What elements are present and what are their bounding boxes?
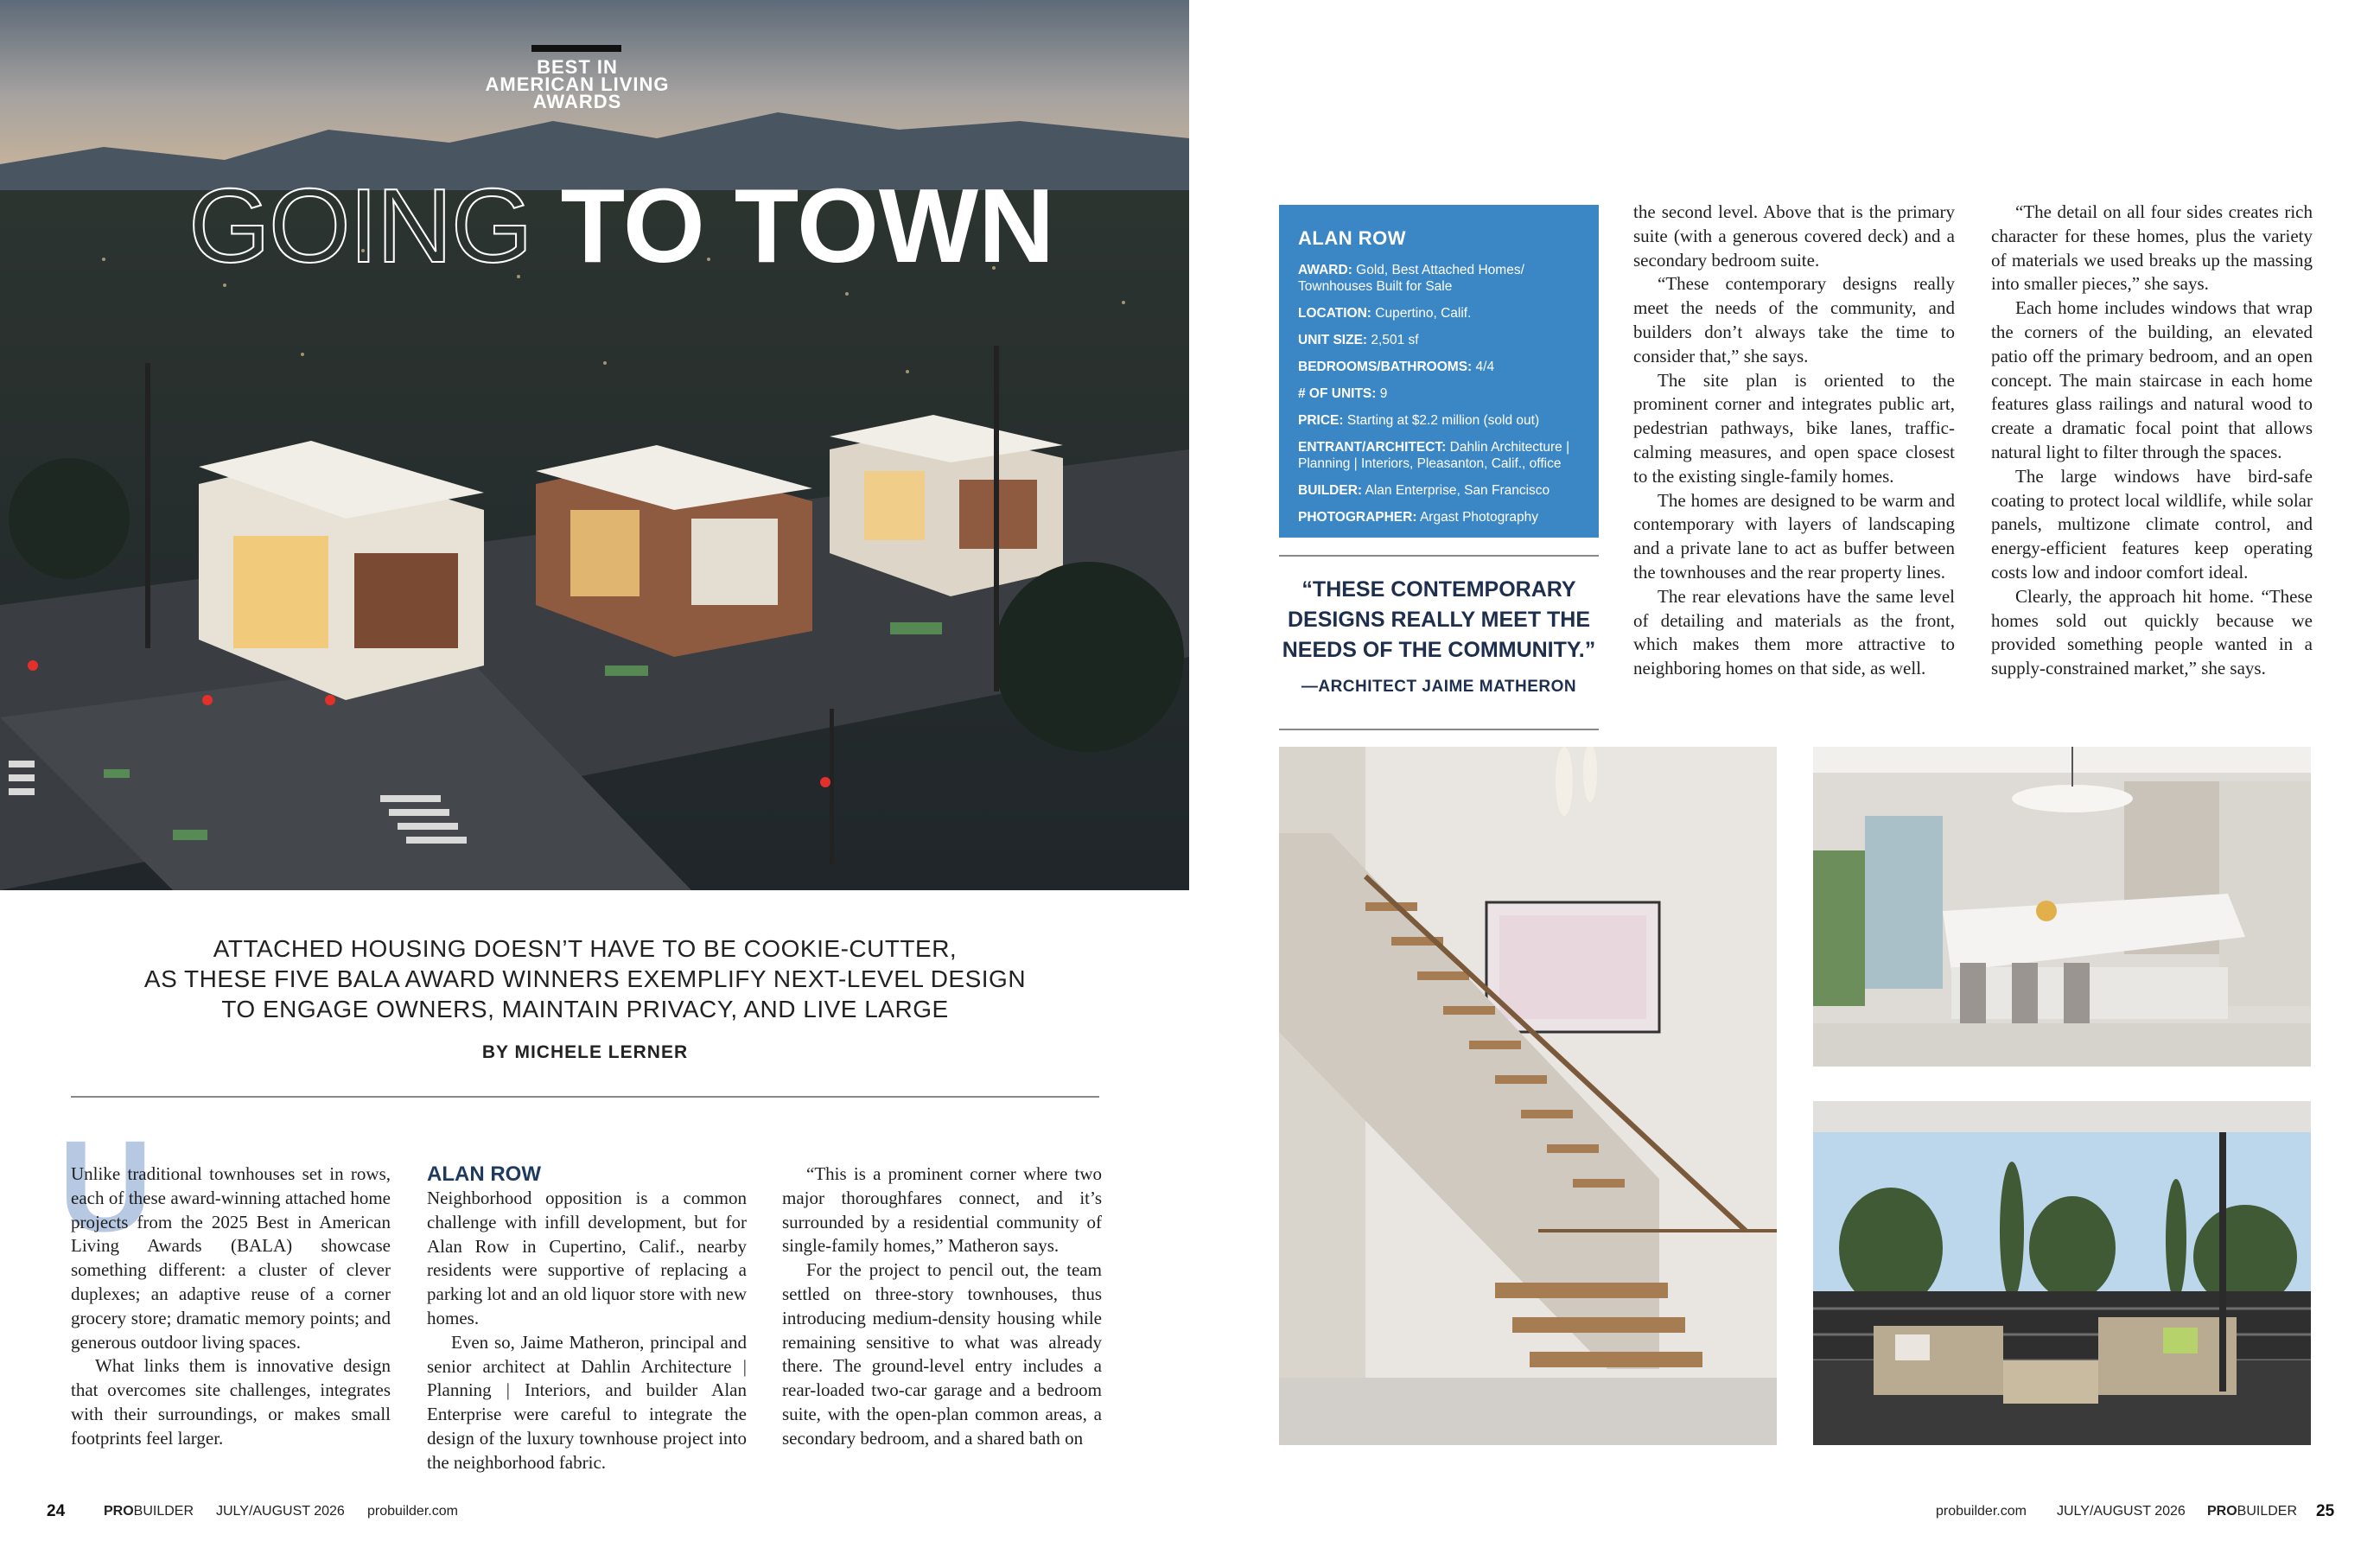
- col5-paragraph-4: Clearly, the approach hit home. “These homes sold out quickly because we provided something people wanted in a supply-constrained market,” she says.: [1991, 585, 2313, 679]
- col1-paragraph-2: What links them is innovative design that overcomes site challenges, integrates with their surroundings, or makes small footprints feel larger.: [71, 1355, 391, 1449]
- deck-line-2: AS THESE FIVE BALA AWARD WINNERS EXEMPLIFY NEXT-LEVEL DESIGN: [143, 965, 1027, 992]
- pullquote: [1279, 575, 1599, 666]
- col1-paragraph-1: Unlike traditional townhouses set in rows, each of these award-winning attached home projects from the 2025 Best in American Living Awards (BALA) showcase something different: a cluster of clever duplexes; an adaptive reuse of a corner grocery store; dramatic memory points; and generous outdoor living spaces.: [71, 1163, 391, 1353]
- col5-paragraph-2: Each home includes windows that wrap the corners of the building, an elevated patio off the primary bedroom, and an open concept. The main staircase in each home features glass railings and natural wood to create a dramatic focal point that allows natural light to filter through the spaces.: [1991, 297, 2313, 462]
- col3-paragraph-1: “This is a prominent corner where two major thoroughfares connect, and it’s surrounded by a residential community of single-family homes,” Matheron says.: [782, 1163, 1102, 1257]
- col5-paragraph-3: The large windows have bird-safe coating to protect local wildlife, while solar panels, multizone climate control, and energy-efficient features keep operating costs low and indoor comfort ideal.: [1991, 465, 2313, 583]
- body-column-2: [427, 1162, 747, 1475]
- infobox-row-unit-size: UNIT SIZE: 2,501 sf: [1298, 333, 1419, 347]
- pullquote-rule-top: [1279, 555, 1599, 557]
- body-column-1: [71, 1162, 391, 1451]
- hero-photo-townhouses-at-dusk: [0, 0, 1189, 890]
- photo-patio: [1813, 1101, 2311, 1445]
- section-subhead-alan-row: ALAN ROW: [427, 1162, 541, 1186]
- brand-light: BUILDER: [133, 1504, 194, 1519]
- awards-kicker: [449, 56, 705, 112]
- body-column-3: [782, 1162, 1102, 1451]
- photo-kitchen: [1813, 747, 2311, 1067]
- infobox-row-bedrooms: BEDROOMS/BATHROOMS: 4/4: [1298, 360, 1495, 374]
- body-column-5: [1991, 201, 2313, 681]
- pullquote-rule-bottom: [1279, 729, 1599, 730]
- col4-paragraph-2: “These contemporary designs really meet the needs of the community, and builders don’t always take the time to consider that,” she says.: [1633, 273, 1955, 366]
- headline-thin: GOING: [188, 167, 531, 284]
- brand-bold: PRO: [104, 1504, 134, 1519]
- dropcap-letter: U: [59, 1139, 153, 1239]
- infobox-row-architect: ENTRANT/ARCHITECT: Dahlin Architecture | Planning | Interiors, Pleasanton, Calif., office: [1298, 440, 1570, 471]
- pullquote-line-2: DESIGNS REALLY MEET THE: [1287, 608, 1591, 632]
- deck-line-1: ATTACHED HOUSING DOESN’T HAVE TO BE COOKIE-CUTTER,: [213, 935, 958, 962]
- folio-brand-right: [2207, 1504, 2297, 1519]
- infobox-row-units: # OF UNITS: 9: [1298, 386, 1388, 401]
- page-number-left: 24: [47, 1502, 66, 1520]
- brand-bold: PRO: [2207, 1504, 2237, 1519]
- pullquote-line-3: NEEDS OF THE COMMUNITY.”: [1282, 638, 1596, 662]
- infobox-row-award: AWARD: Gold, Best Attached Homes/ Townhouses Built for Sale: [1298, 263, 1524, 294]
- headline-bold: TO TOWN: [560, 167, 1055, 284]
- folio-issue-right: JULY/AUGUST 2026: [2057, 1504, 2186, 1519]
- col4-paragraph-5: The rear elevations have the same level of detailing and materials as the front, which makes them more attractive to neighboring homes on that side, as well.: [1633, 585, 1955, 679]
- divider-rule: [71, 1096, 1099, 1098]
- deck: [71, 933, 1099, 1024]
- page-number-right: 25: [2316, 1502, 2335, 1520]
- col4-paragraph-1: the second level. Above that is the primary suite (with a generous covered deck) and a secondary bedroom suite.: [1633, 201, 1955, 271]
- col2-paragraph-2: Even so, Jaime Matheron, principal and senior architect at Dahlin Architecture | Planning | Interiors, and builder Alan Enterprise were careful to integrate the design of the luxury townhouse project into the neighborhood fabric.: [427, 1331, 747, 1473]
- pullquote-line-1: “THESE CONTEMPORARY: [1301, 577, 1576, 602]
- col2-paragraph-1: Neighborhood opposition is a common challenge with infill development, but for Alan Row in Cupertino, Calif., nearby residents were supportive of replacing a parking lot and an old liquor store with new homes.: [427, 1188, 747, 1328]
- folio-url-left: probuilder.com: [367, 1504, 458, 1519]
- folio-issue-left: JULY/AUGUST 2026: [216, 1504, 345, 1519]
- kicker-bar: [531, 45, 621, 52]
- project-infobox: [1279, 205, 1599, 538]
- pullquote-attribution: —ARCHITECT JAIME MATHERON: [1301, 678, 1577, 696]
- body-column-4: [1633, 201, 1955, 681]
- infobox-row-location: LOCATION: Cupertino, Calif.: [1298, 306, 1472, 321]
- col4-paragraph-3: The site plan is oriented to the prominent corner and integrates public art, pedestrian pathways, bike lanes, traffic-calming measures, and open space closest to the existing single-family homes.: [1633, 369, 1955, 487]
- deck-line-3: TO ENGAGE OWNERS, MAINTAIN PRIVACY, AND LIVE LARGE: [221, 996, 949, 1022]
- infobox-row-photographer: PHOTOGRAPHER: Argast Photography: [1298, 510, 1538, 525]
- infobox-title: ALAN ROW: [1298, 227, 1406, 249]
- folio-url-right: probuilder.com: [1936, 1504, 2027, 1519]
- col4-paragraph-4: The homes are designed to be warm and contemporary with layers of landscaping and a private lane to act as buffer between the townhouses and the rear property lines.: [1633, 489, 1955, 583]
- infobox-row-builder: BUILDER: Alan Enterprise, San Francisco: [1298, 483, 1550, 498]
- col3-paragraph-2: For the project to pencil out, the team settled on three-story townhouses, thus introducing medium-density housing while remaining sensitive to what was already there. The ground-level entry includes a rear-loaded two-car garage and a bedroom suite, with the open-plan common areas, a secondary bedroom, and a shared bath on: [782, 1259, 1102, 1449]
- kicker-line-3: AWARDS: [532, 91, 622, 112]
- infobox-row-price: PRICE: Starting at $2.2 million (sold out): [1298, 413, 1540, 428]
- kicker-line-1: BEST IN: [537, 56, 618, 78]
- folio-brand-left: [104, 1504, 194, 1519]
- photo-staircase: [1279, 747, 1777, 1445]
- byline: BY MICHELE LERNER: [481, 1042, 689, 1062]
- col5-paragraph-1: “The detail on all four sides creates rich character for these homes, plus the variety of materials we used breaks up the massing into smaller pieces,” she says.: [1991, 201, 2313, 295]
- kicker-line-2: AMERICAN LIVING: [485, 73, 670, 95]
- headline: [188, 169, 1054, 282]
- brand-light: BUILDER: [2237, 1504, 2298, 1519]
